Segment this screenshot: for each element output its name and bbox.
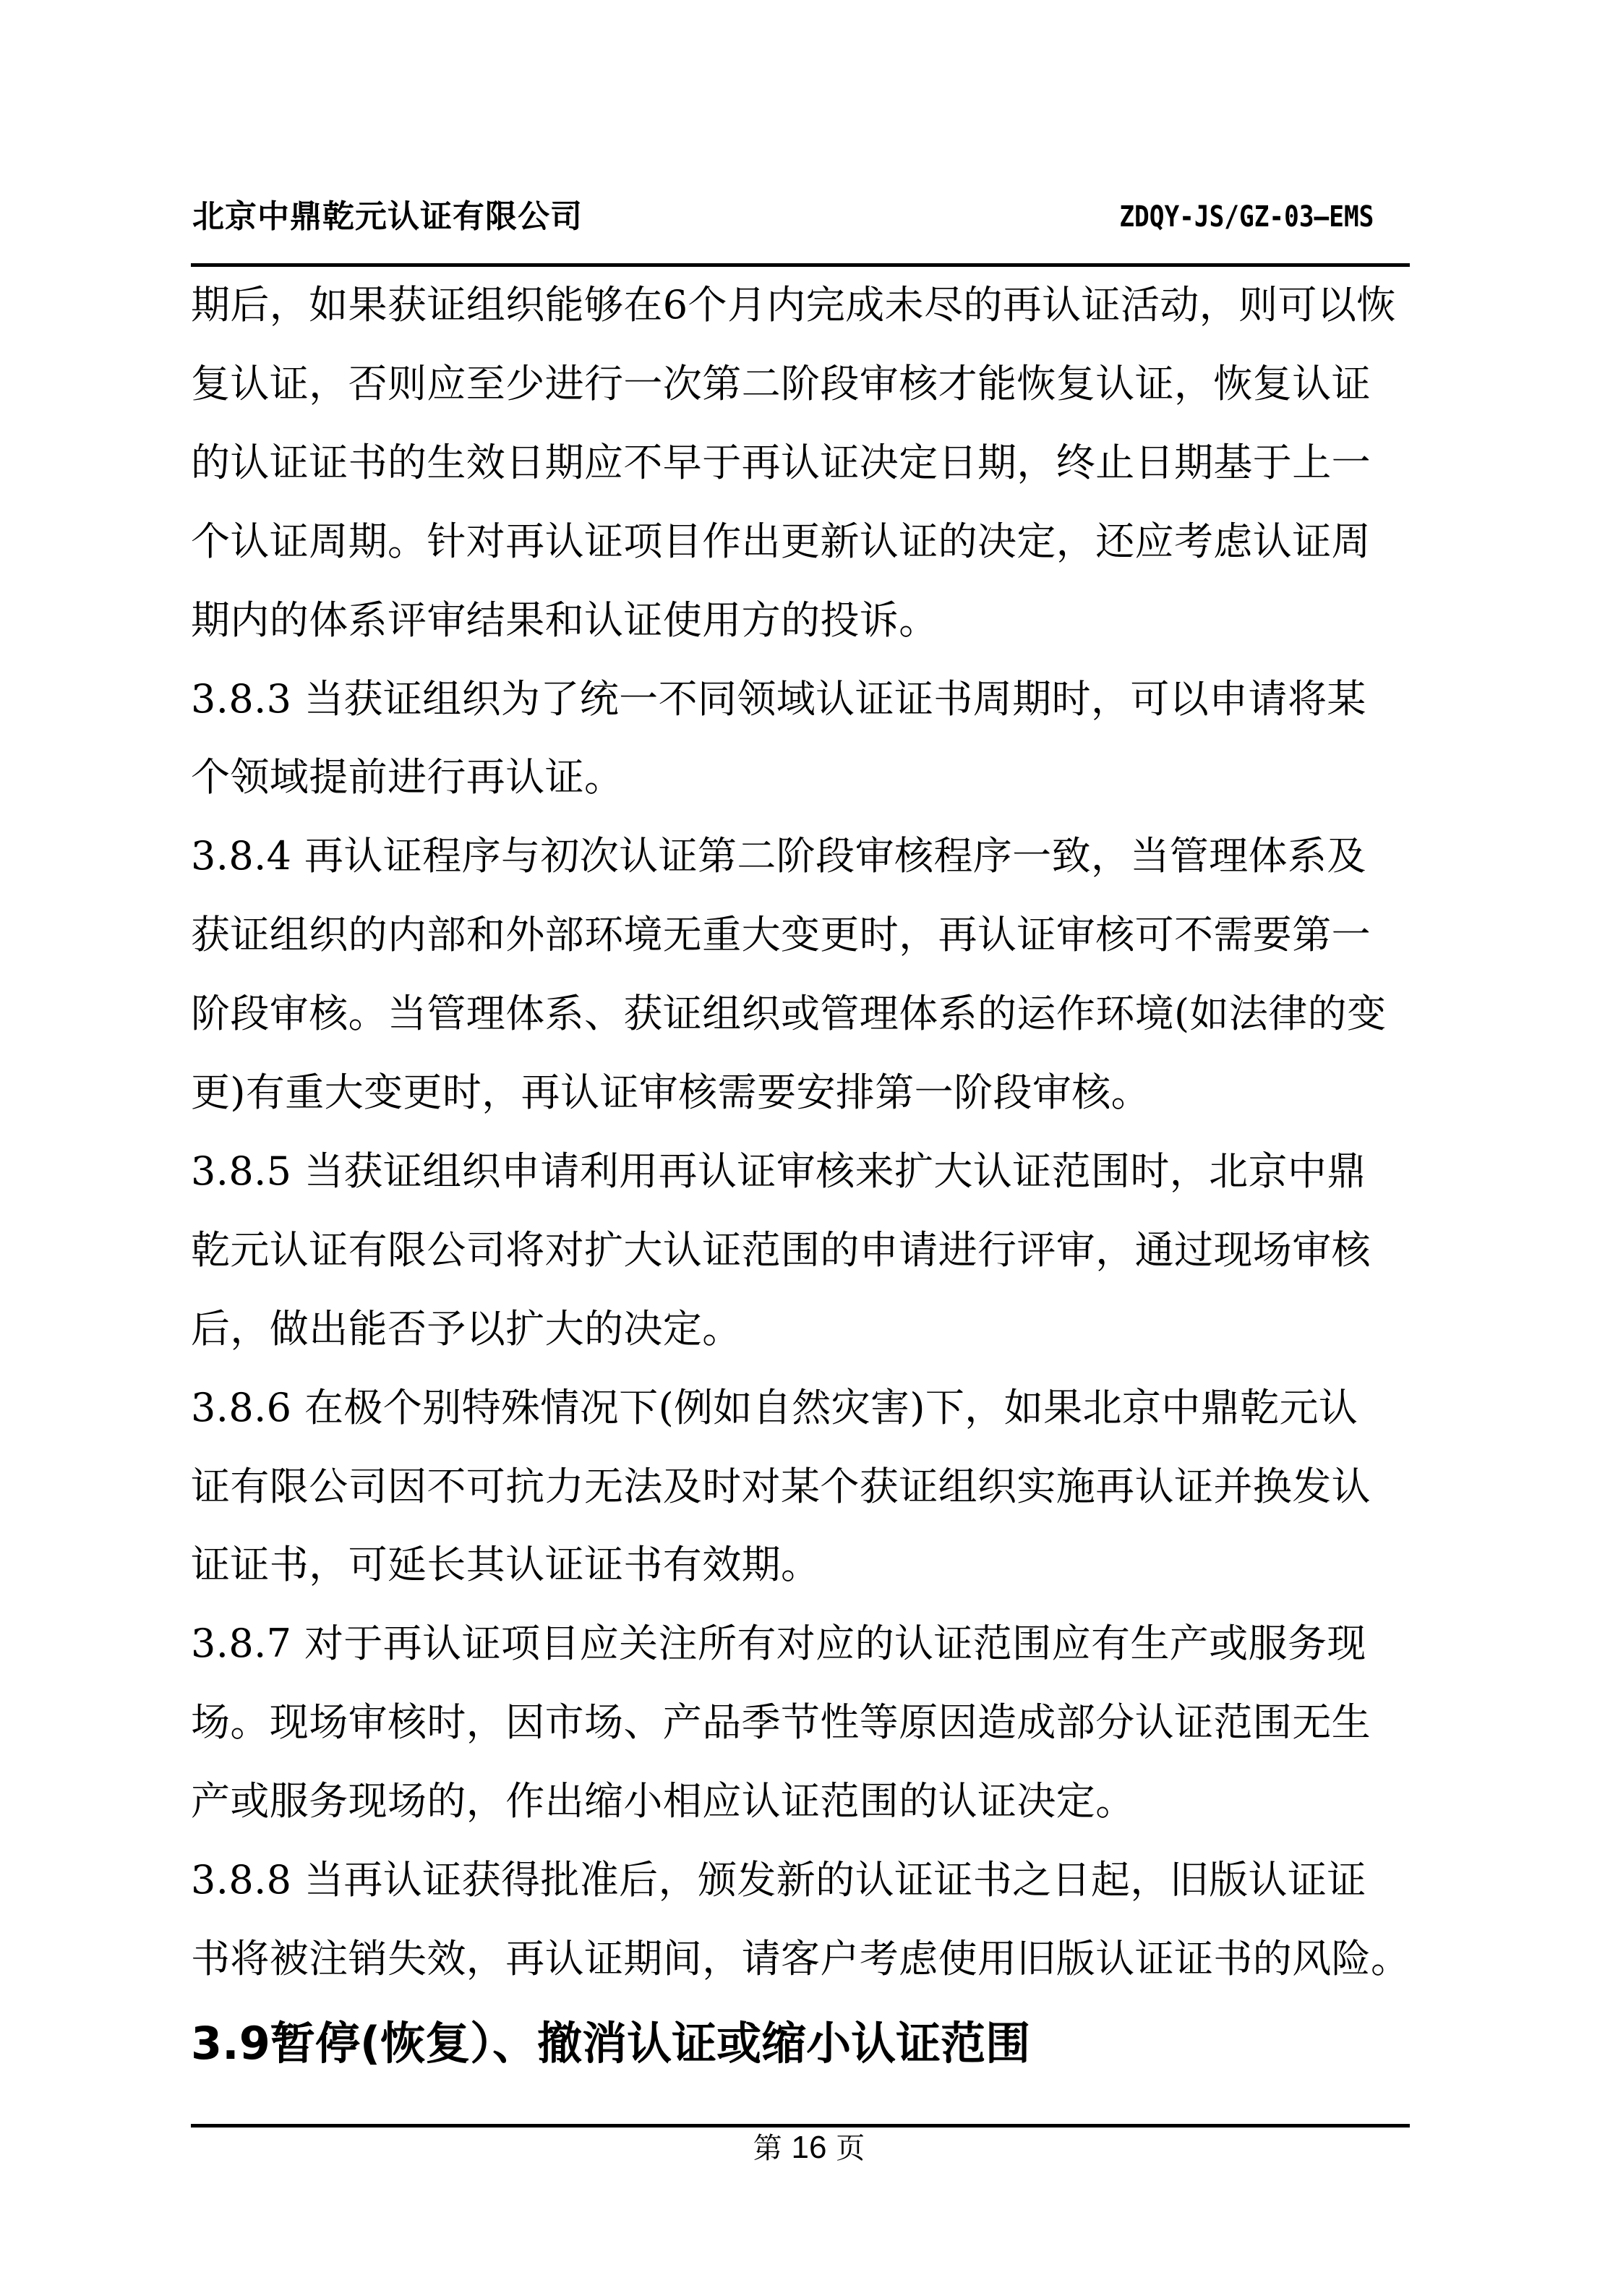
body-line: 个认证周期。针对再认证项目作出更新认证的决定，还应考虑认证周 [191,518,1371,564]
body-line: 更)有重大变更时，再认证审核需要安排第一阶段审核。 [191,1070,1151,1115]
footer-rule [191,2124,1410,2128]
body-line: 场。现场审核时，因市场、产品季节性等原因造成部分认证范围无生 [191,1699,1371,1746]
body-line: 乾元认证有限公司将对扩大认证范围的申请进行评审，通过现场审核 [191,1226,1371,1273]
clause-3-8-7-line: 3.8.7 对于再认证项目应关注所有对应的认证范围应有生产或服务现 [191,1621,1366,1667]
clause-3-8-6-line: 3.8.6 在极个别特殊情况下(例如自然灾害)下，如果北京中鼎乾元认 [191,1384,1358,1430]
body-line: 获证组织的内部和外部环境无重大变更时，再认证审核可不需要第一 [191,912,1371,958]
body-line: 证证书，可延长其认证证书有效期。 [191,1542,821,1588]
body-line: 后，做出能否予以扩大的决定。 [191,1305,742,1352]
page-suffix: 页 [836,2132,865,2165]
clause-3-8-3-line: 3.8.3 当获证组织为了统一不同领域认证证书周期时，可以申请将某 [191,675,1366,722]
header-company-name: 北京中鼎乾元认证有限公司 [192,198,583,235]
page-number-value: 16 [791,2130,827,2165]
body-line: 证有限公司因不可抗力无法及时对某个获证组织实施再认证并换发认 [191,1463,1371,1509]
page-prefix: 第 [753,2132,782,2165]
body-line: 阶段审核。当管理体系、获证组织或管理体系的运作环境(如法律的变 [191,991,1387,1037]
section-heading-3-9: 3.9暂停(恢复）、撤消认证或缩小认证范围 [191,2017,1031,2070]
body-line: 期后，如果获证组织能够在6个月内完成未尽的再认证活动，则可以恢 [191,282,1396,328]
page-number [0,2129,1618,2167]
body-line: 个领域提前进行再认证。 [191,754,624,801]
body-line: 复认证，否则应至少进行一次第二阶段审核才能恢复认证，恢复认证 [191,360,1371,406]
header-document-code: ZDQY-JS/GZ-03—EMS [1118,200,1374,234]
clause-3-8-4-line: 3.8.4 再认证程序与初次认证第二阶段审核程序一致，当管理体系及 [191,833,1366,879]
body-line: 书将被注销失效，再认证期间，请客户考虑使用旧版认证证书的风险。 [191,1935,1411,1981]
clause-3-8-8-line: 3.8.8 当再认证获得批准后，颁发新的认证证书之日起，旧版认证证 [191,1857,1366,1903]
body-line: 的认证证书的生效日期应不早于再认证决定日期，终止日期基于上一 [191,439,1371,485]
clause-3-8-5-line: 3.8.5 当获证组织申请利用再认证审核来扩大认证范围时，北京中鼎 [191,1148,1366,1194]
body-line: 期内的体系评审结果和认证使用方的投诉。 [191,597,938,643]
body-line: 产或服务现场的，作出缩小相应认证范围的认证决定。 [191,1778,1135,1825]
